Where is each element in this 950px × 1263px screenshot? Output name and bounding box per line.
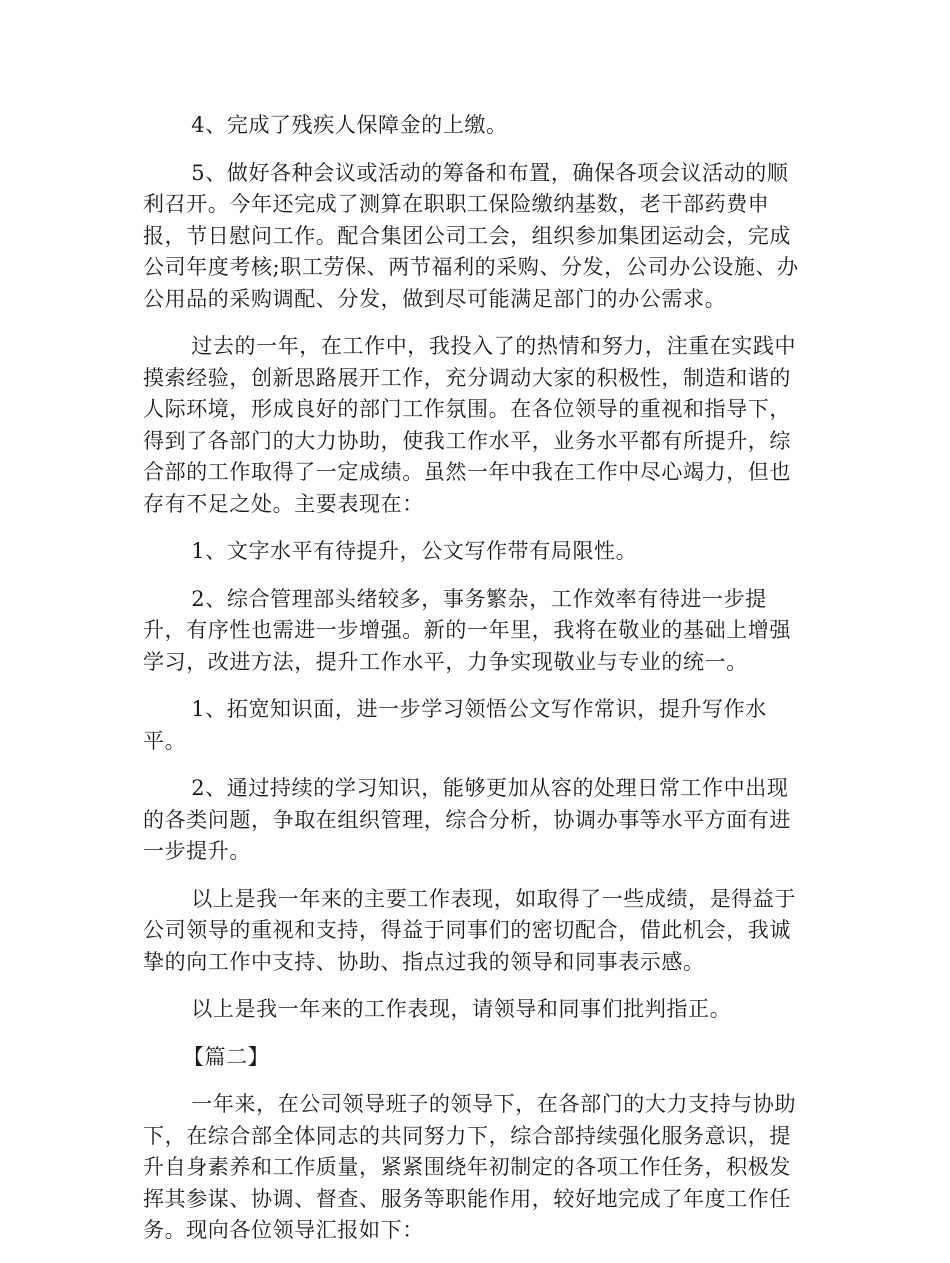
document-body xyxy=(143,110,808,1263)
paragraph-past-year-summary: 过去的一年，在工作中，我投入了的热情和努力，注重在实践中摸索经验，创新思路展开工作，充分调动大家的积极性，制造和谐的人际环境，形成良好的部门工作氛围。在各位领导的重视和指导下，得到了各部门的大力协助，使我工作水平，业务水平都有所提升，综合部的工作取得了一定成绩。虽然一年中我在工作中尽心竭力，但也存有不足之处。主要表现在： xyxy=(143,334,797,516)
paragraph-closing: 以上是我一年来的工作表现，请领导和同事们批判指正。 xyxy=(191,997,732,1021)
paragraph-section-two-intro: 一年来，在公司领导班子的领导下，在各部门的大力支持与协助下，在综合部全体同志的共同努力下，综合部持续强化服务意识，提升自身素养和工作质量，紧紧围绕年初制定的各项工作任务，积极发挥其参谋、协调、督查、服务等职能作用，较好地完成了年度工作任务。现向各位领导汇报如下： xyxy=(143,1092,797,1242)
paragraph-plan-1: 1、拓宽知识面，进一步学习领悟公文写作常识，提升写作水平。 xyxy=(143,697,767,753)
paragraph-shortcoming-2: 2、综合管理部头绪较多，事务繁杂，工作效率有待进一步提升，有序性也需进一步增强。新的一年里，我将在敬业的基础上增强学习，改进方法，提升工作水平，力争实现敬业与专业的统一。 xyxy=(143,586,791,674)
section-heading: 【篇二】 xyxy=(182,1044,270,1069)
paragraph-item-4-payment: 4、完成了残疾人保障金的上缴。 xyxy=(191,113,508,137)
paragraph-item-5-meetings: 5、做好各种会议或活动的筹备和布置，确保各项会议活动的顺利召开。今年还完成了测算在职职工保险缴纳基数，老干部药费申报，节日慰问工作。配合集团公司工会，组织参加集团运动会，完成公司年度考核;职工劳保、两节福利的采购、分发，公司办公设施、办公用品的采购调配、分发，做到尽可能满足部门的办公需求。 xyxy=(143,160,799,311)
paragraph-plan-2: 2、通过持续的学习知识，能够更加从容的处理日常工作中出现的各类问题，争取在组织管理，综合分析，协调办事等水平方面有进一步提升。 xyxy=(143,776,791,863)
paragraph-thanks: 以上是我一年来的主要工作表现，如取得了一些成绩，是得益于公司领导的重视和支持，得益于同事们的密切配合，借此机会，我诚挚的向工作中支持、协助、指点过我的领导和同事表示感。 xyxy=(143,886,797,974)
paragraph-shortcoming-1: 1、文字水平有待提升，公文写作带有局限性。 xyxy=(191,539,638,563)
